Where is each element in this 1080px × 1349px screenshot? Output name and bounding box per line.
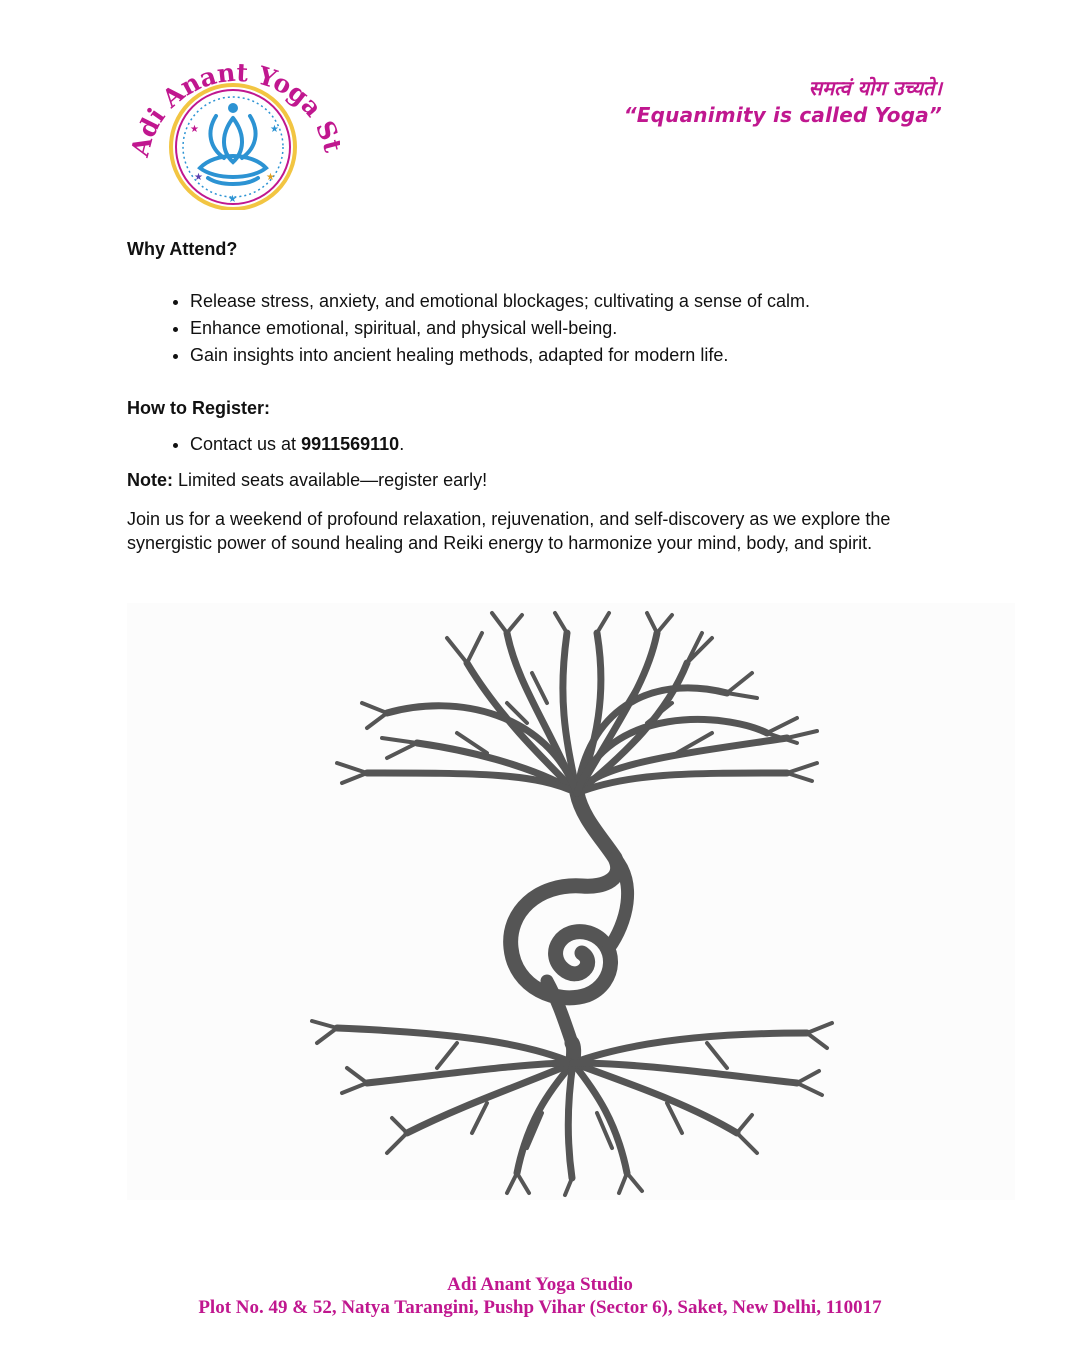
why-attend-section [127, 236, 967, 369]
why-attend-heading: Why Attend? [127, 239, 238, 259]
logo-emblem [120, 40, 340, 210]
tree-of-life-icon [127, 603, 1015, 1200]
why-attend-list [127, 288, 967, 369]
note-label: Note: [127, 470, 173, 491]
register-list [127, 431, 967, 457]
studio-logo [120, 40, 340, 210]
svg-text:★: ★ [228, 194, 237, 205]
footer [0, 1273, 1080, 1319]
svg-text:★: ★ [190, 124, 199, 135]
svg-text:★: ★ [266, 172, 275, 183]
motto-english: “Equanimity is called Yoga” [623, 103, 942, 127]
motto-hindi: समत्वं योग उच्यते। [808, 76, 942, 100]
list-item: • Enhance emotional, spiritual, and physical well-being. [190, 315, 967, 342]
main-content [127, 236, 967, 555]
svg-text:★: ★ [194, 172, 203, 183]
list-item: • Release stress, anxiety, and emotional blockages; cultivating a sense of calm. [190, 288, 967, 315]
footer-studio-name: Adi Anant Yoga Studio [447, 1274, 633, 1295]
list-item: • Gain insights into ancient healing methods, adapted for modern life. [190, 342, 967, 369]
phone-number[interactable]: 9911569110 [301, 434, 400, 455]
tree-of-life-illustration [127, 603, 1015, 1200]
contact-item [190, 431, 967, 457]
footer-address: Plot No. 49 & 52, Natya Tarangini, Pushp Vihar (Sector 6), Saket, New Delhi, 110017 [198, 1297, 882, 1318]
contact-prefix: Contact us at [190, 434, 302, 455]
join-paragraph: Join us for a weekend of profound relaxation, rejuvenation, and self-discovery as we explore the synergistic power of sound healing and Reiki energy to harmonize your mind, body, and spirit. [127, 509, 891, 554]
note [127, 467, 967, 493]
logo-arc-text: Adi Anant Yoga [125, 57, 328, 160]
note-text: Limited seats available—register early! [173, 470, 488, 491]
svg-text:★: ★ [270, 124, 279, 135]
contact-suffix: . [399, 434, 405, 455]
meditation-figure-icon [200, 103, 266, 184]
register-heading: How to Register: [127, 398, 271, 419]
register-section [127, 395, 967, 457]
motto [624, 74, 942, 127]
